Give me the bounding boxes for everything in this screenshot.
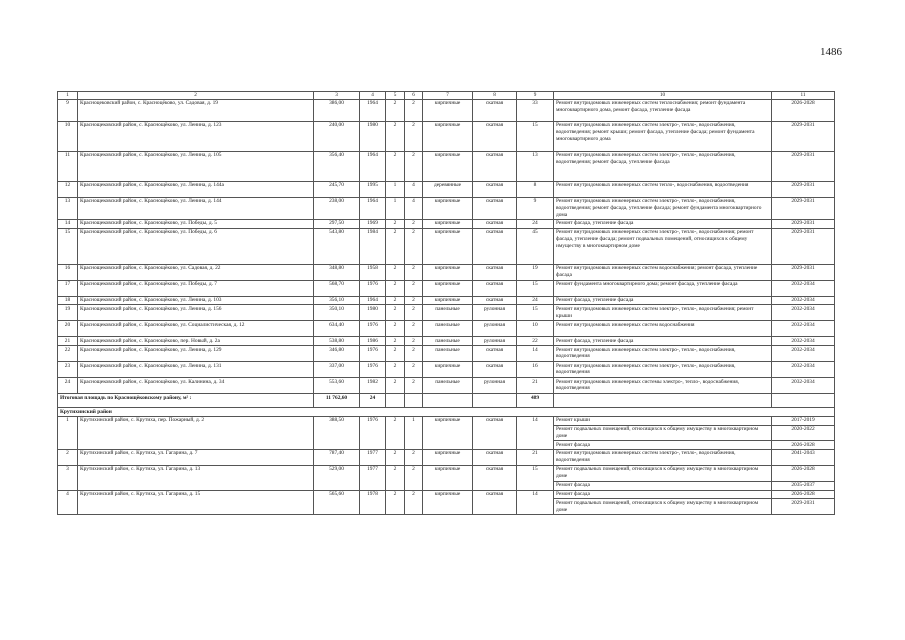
year-cell: 1976 (360, 362, 386, 378)
floors-cell: 2 (386, 490, 405, 514)
row-number-cell: 14 (58, 219, 78, 228)
year-cell: 1958 (360, 264, 386, 280)
address-cell: Краснощековский район, с. Краснощёково, ул. Победы, д. 5 (78, 219, 314, 228)
wall-material-cell: кирпичные (423, 490, 473, 514)
repair-works-cell: Ремонт подвальных помещений, относящихся к общему имуществу в многоквартирном доме (554, 499, 772, 515)
entrances-cell: 2 (405, 346, 423, 362)
address-cell: Краснощековский район, с. Краснощёково, пер. Новый, д. 2а (78, 337, 314, 346)
row-number-cell: 24 (58, 378, 78, 394)
empty-cell (423, 394, 473, 408)
repair-period-cell: 2029-2031 (772, 181, 835, 197)
repair-period-cell: 2029-2031 (772, 228, 835, 264)
area-cell: 297,50 (314, 219, 360, 228)
repair-works-cell: Ремонт внутридомовых инженерных систем водоснабжения (554, 321, 772, 337)
roof-type-cell: скатная (473, 219, 517, 228)
repair-period-cell: 2032-2034 (772, 362, 835, 378)
wall-material-cell: кирпичные (423, 219, 473, 228)
residents-cell: 21 (517, 378, 554, 394)
row-number-cell: 20 (58, 321, 78, 337)
area-cell: 337,00 (314, 362, 360, 378)
area-cell: 356,40 (314, 151, 360, 181)
address-cell: Краснощековский район, с. Краснощёково, ул. Социалистическая, д. 12 (78, 321, 314, 337)
area-cell: 568,70 (314, 280, 360, 296)
repair-period-cell: 2029-2031 (772, 197, 835, 219)
entrances-cell: 2 (405, 219, 423, 228)
repair-period-cell: 2032-2034 (772, 305, 835, 321)
entrances-cell: 2 (405, 378, 423, 394)
address-cell: Краснощековский район, с. Краснощёково, ул. Ленина, д. 105 (78, 151, 314, 181)
floors-cell: 2 (386, 346, 405, 362)
row-number-cell: 2 (58, 449, 78, 465)
wall-material-cell: кирпичные (423, 151, 473, 181)
year-cell: 1969 (360, 219, 386, 228)
column-number-cell: 11 (772, 92, 835, 100)
column-number-row (58, 92, 835, 100)
address-cell: Краснощековский район, с. Краснощёково, ул. Победы, д. 6 (78, 228, 314, 264)
district-total-area: 11 762,60 (314, 394, 360, 408)
district-total-residents: 489 (517, 394, 554, 408)
area-cell: 348,80 (314, 264, 360, 280)
entrances-cell: 2 (405, 321, 423, 337)
repair-works-cell: Ремонт внутридомовых инженерных систем теплоснабжения; ремонт фундамента многоквартирного дома, ремонт фасада, утепление фасада (554, 99, 772, 121)
repair-works-cell: Ремонт внутридомовых инженерных систем электро-, тепло-, водоснабжения, водоотведения (554, 362, 772, 378)
residents-cell: 16 (517, 362, 554, 378)
residents-cell: 19 (517, 264, 554, 280)
empty-cell (405, 394, 423, 408)
table-row (58, 296, 835, 305)
repair-works-cell: Ремонт фасада (554, 441, 772, 450)
row-number-cell: 23 (58, 362, 78, 378)
wall-material-cell: деревянные (423, 181, 473, 197)
repair-period-cell: 2032-2034 (772, 280, 835, 296)
roof-type-cell: скатная (473, 465, 517, 490)
roof-type-cell: рулонная (473, 321, 517, 337)
row-number-cell: 1 (58, 416, 78, 449)
area-cell: 238,00 (314, 197, 360, 219)
residents-cell: 14 (517, 416, 554, 449)
wall-material-cell: кирпичные (423, 449, 473, 465)
residents-cell: 24 (517, 219, 554, 228)
row-number-cell: 3 (58, 465, 78, 490)
column-number-cell: 5 (386, 92, 405, 100)
table-row (58, 264, 835, 280)
table-row (58, 416, 835, 425)
address-cell: Краснощековский район, с. Краснощёково, ул. Калинина, д. 34 (78, 378, 314, 394)
year-cell: 1986 (360, 337, 386, 346)
wall-material-cell: кирпичные (423, 197, 473, 219)
floors-cell: 2 (386, 337, 405, 346)
year-cell: 1980 (360, 121, 386, 151)
address-cell: Красноцековский район, с. Красноцёково, ул. Садовая, д. 19 (78, 99, 314, 121)
column-number-cell: 9 (517, 92, 554, 100)
residents-cell: 13 (517, 151, 554, 181)
residents-cell: 22 (517, 337, 554, 346)
repair-period-cell: 2032-2034 (772, 378, 835, 394)
repair-works-cell: Ремонт внутридомовых инженерных систем водоснабжения; ремонт фасада, утепление фасада (554, 264, 772, 280)
year-cell: 1976 (360, 416, 386, 449)
repair-period-cell: 2029-2031 (772, 264, 835, 280)
repair-period-cell: 2026-2028 (772, 441, 835, 450)
roof-type-cell: скатная (473, 151, 517, 181)
wall-material-cell: панельные (423, 305, 473, 321)
address-cell: Краснощековский район, с. Краснощёково, ул. Ленина, д. 144 (78, 197, 314, 219)
repair-works-cell: Ремонт внутридомовых инженерных систем электро-, тепло-, водоснабжения; ремонт фасада, утепление фасада; ремонт подвальных помещений, относящихся к общему имуществу в многоквартирном доме (554, 228, 772, 264)
residents-cell: 15 (517, 465, 554, 490)
roof-type-cell: скатная (473, 99, 517, 121)
floors-cell: 2 (386, 151, 405, 181)
roof-type-cell: скатная (473, 228, 517, 264)
column-number-cell: 8 (473, 92, 517, 100)
year-cell: 1977 (360, 465, 386, 490)
year-cell: 1976 (360, 321, 386, 337)
residents-cell: 45 (517, 228, 554, 264)
roof-type-cell: скатная (473, 264, 517, 280)
residents-cell: 10 (517, 321, 554, 337)
repair-works-cell: Ремонт внутридомовых инженерных систем электро-, тепло-, водоснабжения, водоотведения (554, 346, 772, 362)
table-row (58, 219, 835, 228)
year-cell: 1964 (360, 197, 386, 219)
wall-material-cell: панельные (423, 378, 473, 394)
year-cell: 1995 (360, 181, 386, 197)
row-number-cell: 15 (58, 228, 78, 264)
roof-type-cell: рулонная (473, 305, 517, 321)
district-total-count: 24 (360, 394, 386, 408)
year-cell: 1978 (360, 490, 386, 514)
repair-works-cell: Ремонт внутридомовых инженерных систем электро-, тепло-, водоснабжения, водоотведения (554, 449, 772, 465)
column-number-cell: 10 (554, 92, 772, 100)
residents-cell: 21 (517, 449, 554, 465)
floors-cell: 2 (386, 228, 405, 264)
floors-cell: 2 (386, 416, 405, 449)
address-cell: Краснощековский район, с. Краснощёково, ул. Ленина, д. 129 (78, 346, 314, 362)
column-number-cell: 3 (314, 92, 360, 100)
row-number-cell: 9 (58, 99, 78, 121)
column-number-cell: 6 (405, 92, 423, 100)
area-cell: 356,10 (314, 296, 360, 305)
repair-works-cell: Ремонт внутридомовых инженерных систем электро-, тепло-, водоснабжения, водоотведения; ремонт крыши; ремонт фасада, утепление фасада; ремонт фундамента многоквартирного дома (554, 121, 772, 151)
entrances-cell: 2 (405, 490, 423, 514)
column-number-cell: 2 (78, 92, 314, 100)
roof-type-cell: скатная (473, 296, 517, 305)
column-number-cell: 7 (423, 92, 473, 100)
empty-cell (473, 394, 517, 408)
table-row (58, 228, 835, 264)
repair-period-cell: 2032-2034 (772, 337, 835, 346)
repair-works-cell: Ремонт фасада (554, 481, 772, 490)
district-total-row (58, 394, 835, 408)
repair-period-cell: 2029-2031 (772, 121, 835, 151)
empty-cell (386, 394, 405, 408)
table-row (58, 362, 835, 378)
table-row (58, 280, 835, 296)
repair-works-cell: Ремонт внутридомовых инженерных систем электро-, тепло-, водоснабжения; ремонт крыши (554, 305, 772, 321)
area-cell: 787,40 (314, 449, 360, 465)
repair-period-cell: 2026-2028 (772, 490, 835, 499)
residents-cell: 8 (517, 181, 554, 197)
wall-material-cell: панельные (423, 337, 473, 346)
area-cell: 565,60 (314, 490, 360, 514)
floors-cell: 2 (386, 362, 405, 378)
entrances-cell: 2 (405, 121, 423, 151)
wall-material-cell: кирпичные (423, 99, 473, 121)
roof-type-cell: скатная (473, 490, 517, 514)
table-row (58, 305, 835, 321)
repair-works-cell: Ремонт фундамента многоквартирного дома; ремонт фасада, утепление фасада (554, 280, 772, 296)
roof-type-cell: рулонная (473, 337, 517, 346)
wall-material-cell: кирпичные (423, 121, 473, 151)
area-cell: 240,00 (314, 121, 360, 151)
roof-type-cell: скатная (473, 362, 517, 378)
roof-type-cell: скатная (473, 121, 517, 151)
address-cell: Крутихинский район, с. Крутиха, ул. Гагарина, д. 15 (78, 490, 314, 514)
row-number-cell: 12 (58, 181, 78, 197)
table-row (58, 121, 835, 151)
repair-period-cell: 2026-2028 (772, 99, 835, 121)
entrances-cell: 2 (405, 280, 423, 296)
year-cell: 1980 (360, 305, 386, 321)
repair-period-cell: 2035-2037 (772, 481, 835, 490)
wall-material-cell: кирпичные (423, 465, 473, 490)
floors-cell: 2 (386, 465, 405, 490)
district-name: Крутихинский район (58, 408, 835, 417)
floors-cell: 1 (386, 181, 405, 197)
area-cell: 386,00 (314, 99, 360, 121)
wall-material-cell: кирпичные (423, 296, 473, 305)
area-cell: 346,80 (314, 346, 360, 362)
table-row (58, 378, 835, 394)
entrances-cell: 2 (405, 449, 423, 465)
floors-cell: 2 (386, 378, 405, 394)
entrances-cell: 2 (405, 337, 423, 346)
floors-cell: 2 (386, 264, 405, 280)
repair-works-cell: Ремонт внутридомовых инженерных системы электро-, тепло-, водоснабжения, водоотведения (554, 378, 772, 394)
wall-material-cell: кирпичные (423, 264, 473, 280)
row-number-cell: 11 (58, 151, 78, 181)
floors-cell: 2 (386, 321, 405, 337)
repair-works-cell: Ремонт фасада (554, 490, 772, 499)
residents-cell: 14 (517, 346, 554, 362)
address-cell: Краснощековский район, с. Краснощёково, ул. Ленина, д. 144а (78, 181, 314, 197)
roof-type-cell: скатная (473, 449, 517, 465)
wall-material-cell: панельные (423, 346, 473, 362)
repair-period-cell: 2032-2034 (772, 346, 835, 362)
entrances-cell: 2 (405, 296, 423, 305)
row-number-cell: 10 (58, 121, 78, 151)
floors-cell: 2 (386, 296, 405, 305)
repair-period-cell: 2032-2034 (772, 321, 835, 337)
table-row (58, 181, 835, 197)
empty-cell (772, 394, 835, 408)
roof-type-cell: скатная (473, 346, 517, 362)
entrances-cell: 2 (405, 228, 423, 264)
repair-period-cell: 2026-2028 (772, 465, 835, 481)
year-cell: 1964 (360, 151, 386, 181)
residents-cell: 24 (517, 296, 554, 305)
table-row (58, 197, 835, 219)
entrances-cell: 1 (405, 416, 423, 449)
table-row (58, 99, 835, 121)
table-row (58, 465, 835, 481)
residents-cell: 15 (517, 280, 554, 296)
entrances-cell: 4 (405, 197, 423, 219)
capital-repair-table (57, 91, 835, 515)
repair-works-cell: Ремонт подвальных помещений, относящихся к общему имуществу в многоквартирном доме (554, 465, 772, 481)
entrances-cell: 2 (405, 465, 423, 490)
row-number-cell: 16 (58, 264, 78, 280)
wall-material-cell: кирпичные (423, 416, 473, 449)
residents-cell: 9 (517, 197, 554, 219)
year-cell: 1976 (360, 280, 386, 296)
address-cell: Краснощековский район, с. Краснощёково, ул. Садовая, д. 22 (78, 264, 314, 280)
area-cell: 553,60 (314, 378, 360, 394)
entrances-cell: 2 (405, 151, 423, 181)
address-cell: Краснощековский район, с. Краснощёково, ул. Ленина, д. 123 (78, 121, 314, 151)
year-cell: 1977 (360, 449, 386, 465)
floors-cell: 2 (386, 99, 405, 121)
floors-cell: 2 (386, 305, 405, 321)
residents-cell: 14 (517, 490, 554, 514)
repair-period-cell: 2041-2043 (772, 449, 835, 465)
year-cell: 1964 (360, 296, 386, 305)
column-number-cell: 4 (360, 92, 386, 100)
area-cell: 634,40 (314, 321, 360, 337)
entrances-cell: 4 (405, 181, 423, 197)
table-row (58, 346, 835, 362)
row-number-cell: 19 (58, 305, 78, 321)
entrances-cell: 2 (405, 264, 423, 280)
repair-works-cell: Ремонт фасада, утепление фасада (554, 296, 772, 305)
repair-works-cell: Ремонт внутридомовых инженерных систем тепло-, водоснабжения, водоотведения (554, 181, 772, 197)
roof-type-cell: скатная (473, 280, 517, 296)
table-row (58, 151, 835, 181)
year-cell: 1984 (360, 228, 386, 264)
floors-cell: 2 (386, 219, 405, 228)
floors-cell: 2 (386, 280, 405, 296)
floors-cell: 2 (386, 449, 405, 465)
repair-works-cell: Ремонт крыши (554, 416, 772, 425)
repair-works-cell: Ремонт фасада, утепление фасада (554, 337, 772, 346)
wall-material-cell: кирпичные (423, 228, 473, 264)
entrances-cell: 2 (405, 305, 423, 321)
residents-cell: 15 (517, 305, 554, 321)
row-number-cell: 18 (58, 296, 78, 305)
row-number-cell: 17 (58, 280, 78, 296)
area-cell: 529,00 (314, 465, 360, 490)
table-row (58, 321, 835, 337)
row-number-cell: 21 (58, 337, 78, 346)
area-cell: 245,70 (314, 181, 360, 197)
year-cell: 1982 (360, 378, 386, 394)
roof-type-cell: скатная (473, 197, 517, 219)
address-cell: Краснощековский район, с. Краснощёково, ул. Ленина, д. 103 (78, 296, 314, 305)
district-total-label: Итоговая площадь по Краснощёковскому району, м² : (58, 394, 314, 408)
row-number-cell: 13 (58, 197, 78, 219)
repair-period-cell: 2029-2031 (772, 499, 835, 515)
repair-period-cell: 2032-2034 (772, 296, 835, 305)
wall-material-cell: кирпичные (423, 362, 473, 378)
row-number-cell: 22 (58, 346, 78, 362)
column-number-cell: 1 (58, 92, 78, 100)
year-cell: 1964 (360, 99, 386, 121)
table-row (58, 490, 835, 499)
wall-material-cell: панельные (423, 321, 473, 337)
district-header-row (58, 408, 835, 417)
year-cell: 1976 (360, 346, 386, 362)
address-cell: Крутихинский район, с. Крутиха, ул. Гагарина, д. 7 (78, 449, 314, 465)
area-cell: 388,50 (314, 416, 360, 449)
wall-material-cell: кирпичные (423, 280, 473, 296)
table-row (58, 337, 835, 346)
roof-type-cell: скатная (473, 416, 517, 449)
repair-period-cell: 2020-2022 (772, 425, 835, 441)
residents-cell: 15 (517, 121, 554, 151)
empty-cell (554, 394, 772, 408)
area-cell: 543,80 (314, 228, 360, 264)
address-cell: Краснощековский район, с. Краснощёково, ул. Ленина, д. 156 (78, 305, 314, 321)
address-cell: Краснощековский район, с. Краснощёково, ул. Ленина, д. 131 (78, 362, 314, 378)
repair-period-cell: 2029-2031 (772, 219, 835, 228)
address-cell: Краснощековский район, с. Краснощёково, ул. Победы, д. 7 (78, 280, 314, 296)
address-cell: Крутихинский район, с. Крутиха, ул. Гагарина, д. 13 (78, 465, 314, 490)
table-row (58, 449, 835, 465)
page-number: 1486 (820, 46, 842, 58)
repair-works-cell: Ремонт подвальных помещений, относящихся к общему имуществу в многоквартирном доме (554, 425, 772, 441)
area-cell: 350,10 (314, 305, 360, 321)
address-cell: Крутихинский район, с. Крутиха, пер. Пожарный, д. 2 (78, 416, 314, 449)
floors-cell: 2 (386, 121, 405, 151)
entrances-cell: 2 (405, 362, 423, 378)
roof-type-cell: скатная (473, 181, 517, 197)
entrances-cell: 2 (405, 99, 423, 121)
residents-cell: 33 (517, 99, 554, 121)
floors-cell: 1 (386, 197, 405, 219)
row-number-cell: 4 (58, 490, 78, 514)
roof-type-cell: рулонная (473, 378, 517, 394)
repair-period-cell: 2017-2019 (772, 416, 835, 425)
repair-works-cell: Ремонт внутридомовых инженерных систем электро-, тепло-, водоснабжения, водоотведения; ремонт фасада, утепление фасада (554, 151, 772, 181)
repair-works-cell: Ремонт фасада, утепление фасада (554, 219, 772, 228)
repair-period-cell: 2029-2031 (772, 151, 835, 181)
capital-repair-table-container (57, 91, 834, 515)
area-cell: 538,80 (314, 337, 360, 346)
repair-works-cell: Ремонт внутридомовых инженерных систем электро-, тепло-, водоснабжения, водоотведения; ремонт фасада, утепление фасада; ремонт фундамента многоквартирного дома (554, 197, 772, 219)
